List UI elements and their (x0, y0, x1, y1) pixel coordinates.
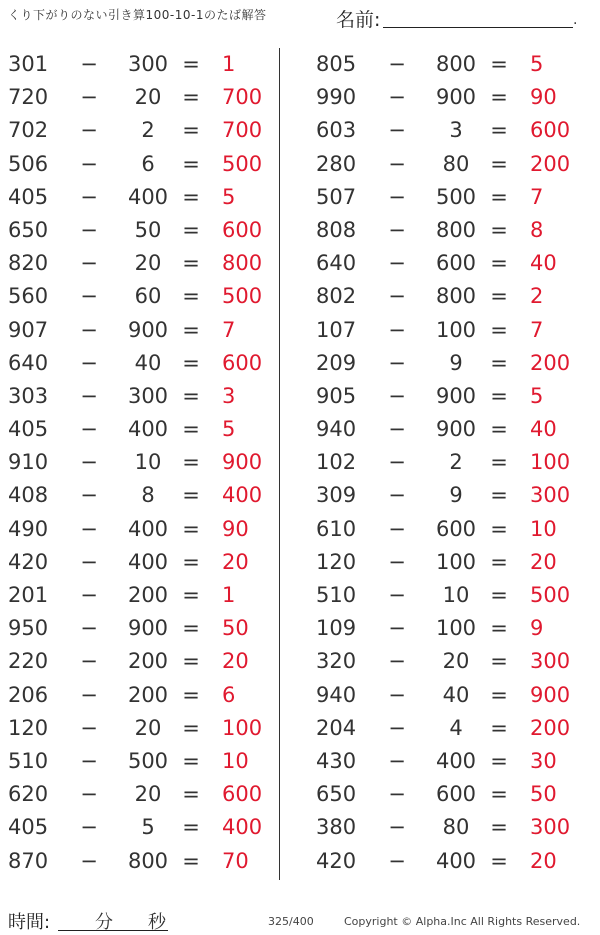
minus-sign: − (80, 649, 98, 674)
page-number: 325/400 (268, 915, 314, 928)
minus-sign: − (388, 251, 406, 276)
minuend: 280 (316, 151, 357, 176)
minuend: 510 (8, 748, 49, 773)
minus-sign: − (80, 450, 98, 475)
equals-sign: = (490, 184, 508, 209)
column-divider (279, 48, 280, 880)
minuend: 870 (8, 848, 49, 873)
minus-sign: − (80, 184, 98, 209)
equals-sign: = (490, 583, 508, 607)
minus-sign: − (388, 848, 406, 873)
minuend: 620 (8, 782, 49, 807)
minuend: 820 (8, 251, 49, 276)
answer: 6 (222, 682, 236, 707)
subtrahend: 800 (127, 848, 169, 873)
subtrahend: 20 (134, 251, 162, 276)
minutes-label: 分 (95, 912, 113, 933)
answer: 30 (530, 748, 557, 773)
name-field-line[interactable] (383, 27, 573, 28)
equals-sign: = (490, 251, 508, 276)
equals-sign: = (182, 450, 200, 475)
equals-sign: = (182, 516, 200, 541)
equals-sign: = (182, 251, 200, 276)
answer: 600 (222, 350, 263, 375)
subtrahend: 80 (442, 815, 470, 840)
subtrahend: 600 (435, 782, 477, 807)
subtrahend: 2 (449, 450, 463, 475)
subtrahend: 10 (134, 450, 162, 475)
answer: 10 (222, 748, 249, 773)
equals-sign: = (490, 350, 508, 375)
minuend: 420 (8, 549, 49, 574)
equals-sign: = (490, 649, 508, 674)
minus-sign: − (388, 350, 406, 375)
equals-sign: = (182, 383, 200, 408)
answer: 900 (530, 682, 571, 707)
subtrahend: 400 (127, 516, 169, 541)
minuend: 120 (8, 715, 49, 740)
equals-sign: = (182, 483, 200, 508)
minus-sign: − (80, 284, 98, 309)
minus-sign: − (388, 748, 406, 773)
equals-sign: = (490, 417, 508, 442)
equals-sign: = (490, 284, 508, 309)
answer: 400 (222, 815, 263, 840)
minus-sign: − (388, 317, 406, 342)
minus-sign: − (80, 682, 98, 707)
minuend: 510 (316, 583, 357, 607)
minus-sign: − (80, 748, 98, 773)
equals-sign: = (490, 715, 508, 740)
equals-sign: = (182, 848, 200, 873)
minuend: 808 (316, 217, 357, 242)
subtrahend: 80 (442, 151, 470, 176)
equals-sign: = (182, 682, 200, 707)
minuend: 107 (316, 317, 357, 342)
subtrahend: 900 (435, 417, 477, 442)
answer: 500 (222, 151, 263, 176)
answer: 200 (530, 350, 571, 375)
minus-sign: − (388, 682, 406, 707)
equals-sign: = (490, 516, 508, 541)
subtrahend: 500 (435, 184, 477, 209)
equals-sign: = (490, 151, 508, 176)
subtrahend: 900 (127, 317, 169, 342)
minuend: 120 (316, 549, 357, 574)
answer: 900 (222, 450, 263, 475)
minus-sign: − (80, 317, 98, 342)
answer: 5 (222, 417, 236, 442)
minus-sign: − (388, 815, 406, 840)
equals-sign: = (490, 383, 508, 408)
equals-sign: = (490, 616, 508, 641)
subtrahend: 100 (435, 616, 477, 641)
answer: 300 (530, 815, 571, 840)
answer: 300 (530, 649, 571, 674)
minuend: 408 (8, 483, 49, 508)
minus-sign: − (80, 715, 98, 740)
subtrahend: 2 (141, 118, 155, 143)
subtrahend: 500 (127, 748, 169, 773)
minuend: 102 (316, 450, 357, 475)
equals-sign: = (182, 815, 200, 840)
minuend: 320 (316, 649, 357, 674)
equals-sign: = (182, 184, 200, 209)
answer: 5 (530, 52, 544, 76)
answer: 3 (222, 383, 236, 408)
subtrahend: 3 (449, 118, 463, 143)
answer: 9 (530, 616, 544, 641)
subtrahend: 600 (435, 251, 477, 276)
minus-sign: − (388, 649, 406, 674)
answer: 600 (222, 217, 263, 242)
answer: 2 (530, 284, 544, 309)
answer: 200 (530, 151, 571, 176)
subtrahend: 60 (134, 284, 162, 309)
subtrahend: 40 (442, 682, 470, 707)
minuend: 490 (8, 516, 49, 541)
minus-sign: − (388, 549, 406, 574)
answer: 600 (222, 782, 263, 807)
equals-sign: = (182, 549, 200, 574)
equals-sign: = (182, 616, 200, 641)
answer: 20 (222, 549, 249, 574)
answer: 600 (530, 118, 571, 143)
subtrahend: 400 (127, 549, 169, 574)
equals-sign: = (182, 317, 200, 342)
answer: 10 (530, 516, 557, 541)
minus-sign: − (80, 118, 98, 143)
copyright-notice: Copyright © Alpha.Inc All Rights Reserved. (344, 915, 581, 928)
equals-sign: = (182, 782, 200, 807)
minuend: 940 (316, 417, 357, 442)
minuend: 702 (8, 118, 49, 143)
minuend: 910 (8, 450, 49, 475)
minuend: 206 (8, 682, 49, 707)
answer: 90 (222, 516, 249, 541)
answer: 20 (222, 649, 249, 674)
minus-sign: − (80, 251, 98, 276)
answer: 100 (530, 450, 571, 475)
subtrahend: 200 (127, 583, 169, 607)
equals-sign: = (182, 350, 200, 375)
subtrahend: 100 (435, 549, 477, 574)
name-label: 名前: (336, 9, 381, 31)
equals-sign: = (490, 815, 508, 840)
answer: 400 (222, 483, 263, 508)
subtrahend: 300 (127, 383, 169, 408)
subtrahend: 9 (449, 350, 463, 375)
subtrahend: 800 (435, 52, 477, 76)
subtrahend: 20 (134, 715, 162, 740)
minus-sign: − (388, 417, 406, 442)
minus-sign: − (388, 516, 406, 541)
minuend: 405 (8, 184, 49, 209)
minus-sign: − (80, 848, 98, 873)
minus-sign: − (388, 383, 406, 408)
minuend: 650 (8, 217, 49, 242)
equals-sign: = (490, 549, 508, 574)
answer: 7 (530, 184, 544, 209)
answer: 300 (530, 483, 571, 508)
subtrahend: 900 (435, 383, 477, 408)
answer: 7 (222, 317, 236, 342)
answer: 20 (530, 848, 557, 873)
minuend: 640 (316, 251, 357, 276)
answer: 700 (222, 118, 263, 143)
minuend: 405 (8, 815, 49, 840)
equals-sign: = (182, 85, 200, 110)
equals-sign: = (182, 284, 200, 309)
minus-sign: − (388, 616, 406, 641)
minus-sign: − (80, 815, 98, 840)
minus-sign: − (80, 151, 98, 176)
subtrahend: 600 (435, 516, 477, 541)
minus-sign: − (388, 184, 406, 209)
subtrahend: 300 (127, 52, 169, 76)
minus-sign: − (80, 417, 98, 442)
answer: 5 (222, 184, 236, 209)
answer: 70 (222, 848, 249, 873)
equals-sign: = (490, 85, 508, 110)
minus-sign: − (388, 151, 406, 176)
equals-sign: = (490, 317, 508, 342)
minuend: 204 (316, 715, 357, 740)
subtrahend: 4 (449, 715, 463, 740)
subtrahend: 10 (442, 583, 470, 607)
minus-sign: − (388, 85, 406, 110)
answer: 1 (222, 583, 236, 607)
minus-sign: − (388, 483, 406, 508)
minus-sign: − (80, 583, 98, 607)
subtrahend: 200 (127, 682, 169, 707)
minuend: 603 (316, 118, 357, 143)
subtrahend: 20 (134, 782, 162, 807)
subtrahend: 800 (435, 284, 477, 309)
equals-sign: = (490, 450, 508, 475)
minus-sign: − (388, 52, 406, 76)
subtrahend: 900 (127, 616, 169, 641)
answer: 50 (222, 616, 249, 641)
equals-sign: = (490, 848, 508, 873)
minus-sign: − (80, 516, 98, 541)
minus-sign: − (80, 782, 98, 807)
worksheet-title: くり下がりのない引き算100-10-1のたば解答 (8, 8, 267, 22)
minus-sign: − (388, 118, 406, 143)
equals-sign: = (182, 583, 200, 607)
subtrahend: 400 (127, 417, 169, 442)
answer: 700 (222, 85, 263, 110)
subtrahend: 50 (134, 217, 162, 242)
equals-sign: = (490, 118, 508, 143)
minuend: 109 (316, 616, 357, 641)
minuend: 201 (8, 583, 49, 607)
minus-sign: − (388, 284, 406, 309)
equals-sign: = (182, 417, 200, 442)
answer: 40 (530, 417, 557, 442)
answer: 50 (530, 782, 557, 807)
minus-sign: − (80, 616, 98, 641)
equals-sign: = (182, 217, 200, 242)
equals-sign: = (490, 782, 508, 807)
answer: 90 (530, 85, 557, 110)
minus-sign: − (388, 782, 406, 807)
minuend: 940 (316, 682, 357, 707)
seconds-label: 秒 (148, 912, 166, 933)
subtrahend: 400 (127, 184, 169, 209)
minus-sign: − (388, 450, 406, 475)
answer: 5 (530, 383, 544, 408)
subtrahend: 400 (435, 748, 477, 773)
time-label: 時間: (8, 912, 51, 933)
equals-sign: = (490, 682, 508, 707)
minuend: 950 (8, 616, 49, 641)
answer: 500 (222, 284, 263, 309)
minuend: 430 (316, 748, 357, 773)
minuend: 507 (316, 184, 357, 209)
minuend: 506 (8, 151, 49, 176)
minus-sign: − (80, 350, 98, 375)
equals-sign: = (182, 649, 200, 674)
minus-sign: − (388, 715, 406, 740)
answer: 200 (530, 715, 571, 740)
minuend: 990 (316, 85, 357, 110)
minus-sign: − (80, 217, 98, 242)
answer: 500 (530, 583, 571, 607)
minuend: 640 (8, 350, 49, 375)
minuend: 405 (8, 417, 49, 442)
subtrahend: 800 (435, 217, 477, 242)
minuend: 907 (8, 317, 49, 342)
subtrahend: 20 (442, 649, 470, 674)
minuend: 650 (316, 782, 357, 807)
equals-sign: = (490, 748, 508, 773)
minus-sign: − (80, 483, 98, 508)
answer: 7 (530, 317, 544, 342)
minuend: 380 (316, 815, 357, 840)
subtrahend: 900 (435, 85, 477, 110)
minuend: 301 (8, 52, 49, 76)
subtrahend: 100 (435, 317, 477, 342)
subtrahend: 9 (449, 483, 463, 508)
equals-sign: = (182, 52, 200, 76)
minus-sign: − (80, 383, 98, 408)
minus-sign: − (388, 583, 406, 607)
equals-sign: = (182, 748, 200, 773)
answer: 20 (530, 549, 557, 574)
minuend: 420 (316, 848, 357, 873)
equals-sign: = (182, 118, 200, 143)
minuend: 905 (316, 383, 357, 408)
minuend: 805 (316, 52, 357, 76)
answer: 1 (222, 52, 236, 76)
subtrahend: 6 (141, 151, 155, 176)
subtrahend: 200 (127, 649, 169, 674)
subtrahend: 40 (134, 350, 162, 375)
minuend: 560 (8, 284, 49, 309)
minuend: 610 (316, 516, 357, 541)
equals-sign: = (490, 217, 508, 242)
answer: 8 (530, 217, 544, 242)
minuend: 303 (8, 383, 49, 408)
equals-sign: = (490, 483, 508, 508)
answer: 100 (222, 715, 263, 740)
minuend: 209 (316, 350, 357, 375)
minuend: 309 (316, 483, 357, 508)
subtrahend: 8 (141, 483, 155, 508)
minuend: 802 (316, 284, 357, 309)
minus-sign: − (388, 217, 406, 242)
equals-sign: = (490, 52, 508, 76)
subtrahend: 5 (141, 815, 155, 840)
answer: 40 (530, 251, 557, 276)
minuend: 720 (8, 85, 49, 110)
minus-sign: − (80, 549, 98, 574)
minus-sign: − (80, 52, 98, 76)
answer: 800 (222, 251, 263, 276)
equals-sign: = (182, 151, 200, 176)
equals-sign: = (182, 715, 200, 740)
subtrahend: 20 (134, 85, 162, 110)
name-field-dot: . (573, 12, 578, 28)
subtrahend: 400 (435, 848, 477, 873)
minus-sign: − (80, 85, 98, 110)
minuend: 220 (8, 649, 49, 674)
